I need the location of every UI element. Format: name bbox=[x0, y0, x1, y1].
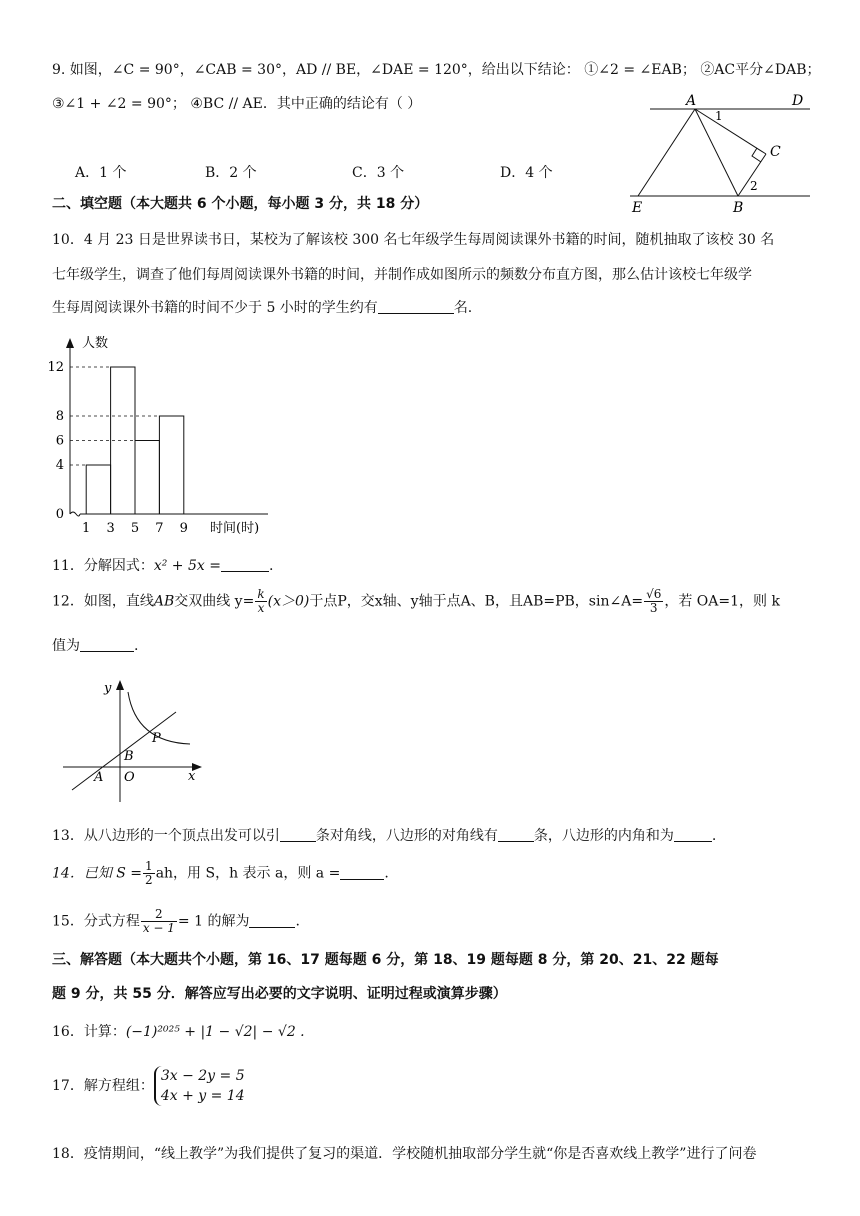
label-a: A bbox=[94, 770, 104, 785]
q12-coordinate-figure bbox=[58, 672, 208, 807]
q10-histogram bbox=[47, 328, 290, 538]
q12-text-mid: 交双曲线 y= bbox=[174, 593, 255, 610]
q12-line2-text: 值为 bbox=[52, 638, 80, 654]
histogram-bar bbox=[159, 416, 183, 514]
q18-line1: 18．疫情期间，“线上教学”为我们提供了复习的渠道．学校随机抽取部分学生就“你是否喜欢线上教学”进行了问卷 bbox=[52, 1146, 757, 1162]
label-b: B bbox=[124, 749, 134, 764]
histogram-bar bbox=[135, 441, 159, 515]
y-tick-label: 0 bbox=[55, 507, 64, 522]
section3-heading-line2: 题 9 分，共 55 分．解答应写出必要的文字说明、证明过程或演算步骤） bbox=[52, 986, 507, 1002]
segment-ae bbox=[638, 109, 695, 196]
q13 bbox=[52, 826, 716, 846]
label-x: x bbox=[188, 769, 196, 784]
q12-answer-blank bbox=[80, 637, 134, 652]
q12-text-post: 于点P，交x轴、y轴于点A、B，且AB=PB，sin∠A= bbox=[309, 593, 644, 610]
q15-frac-num: 2 bbox=[141, 908, 177, 922]
q12-frac-num: k bbox=[257, 587, 265, 601]
q14-frac-num: 1 bbox=[145, 859, 153, 873]
x-tick-labels bbox=[82, 521, 188, 536]
q10-line3-text: 生每周阅读课外书籍的时间不少于 5 小时的学生约有 bbox=[52, 300, 378, 316]
label-a: A bbox=[686, 93, 697, 109]
x-tick-label: 5 bbox=[130, 521, 140, 536]
q11-answer-blank bbox=[221, 557, 269, 572]
section2-heading: 二、填空题（本大题共 6 个小题，每小题 3 分，共 18 分） bbox=[52, 196, 429, 212]
q13-blank-1 bbox=[280, 827, 316, 842]
q12-fraction-k-over-x bbox=[255, 588, 266, 615]
label-d: D bbox=[792, 93, 804, 109]
q12-text-pre: 12．如图，直线 bbox=[52, 593, 154, 610]
label-e: E bbox=[632, 200, 643, 216]
q14-text-1: 14．已知 S = bbox=[52, 865, 143, 882]
histogram-dashed-guides bbox=[70, 367, 159, 465]
y-axis-arrow bbox=[116, 680, 124, 690]
q13-text-3: 条，八边形的内角和为 bbox=[533, 828, 674, 844]
q15-text-2: = 1 的解为 bbox=[177, 913, 250, 930]
q11-end: . bbox=[268, 558, 274, 574]
y-tick-label: 6 bbox=[55, 433, 64, 449]
q15-fraction bbox=[141, 908, 177, 935]
q9-option-a: A．1 个 bbox=[75, 165, 127, 181]
q16 bbox=[52, 1022, 305, 1042]
q13-text-2: 条对角线，八边形的对角线有 bbox=[315, 828, 498, 844]
q17 bbox=[52, 1066, 245, 1106]
q12-line2-end: . bbox=[134, 638, 139, 654]
q15-answer-blank bbox=[249, 913, 295, 928]
q10-line1: 10．4 月 23 日是世界读书日，某校为了解该校 300 名七年级学生每周阅读课外书籍的时间，随机抽取了该校 30 名 bbox=[52, 232, 775, 248]
label-o: O bbox=[124, 770, 135, 785]
q12-line2 bbox=[52, 636, 138, 656]
label-y: y bbox=[104, 681, 112, 696]
q16-expression: (−1)²⁰²⁵ + |1 − √2| − √2 . bbox=[125, 1024, 305, 1040]
histogram-bar bbox=[86, 465, 110, 514]
q10-line2: 七年级学生，调查了他们每周阅读课外书籍的时间，并制作成如图所示的频数分布直方图，那么估计该校七年级学 bbox=[52, 267, 752, 283]
q15-text-1: 15．分式方程 bbox=[52, 913, 140, 930]
label-c: C bbox=[770, 144, 781, 160]
q12-text-tail: ，若 OA=1，则 k bbox=[664, 593, 780, 610]
q14-text-2: ah，用 S，h 表示 a，则 a = bbox=[155, 865, 341, 882]
x-tick-label: 3 bbox=[106, 521, 115, 536]
q14-frac-den: 2 bbox=[145, 873, 153, 887]
y-tick-labels bbox=[47, 360, 64, 522]
label-angle-2: 2 bbox=[750, 179, 758, 193]
q14-fraction bbox=[143, 860, 155, 887]
axis-break-mark bbox=[70, 512, 80, 516]
y-axis-label: 人数 bbox=[82, 336, 109, 351]
q17-equation-1: 3x − 2y = 5 bbox=[160, 1068, 245, 1084]
q10-answer-blank bbox=[378, 299, 454, 314]
q9-geometry-figure bbox=[620, 88, 820, 218]
q14-answer-blank bbox=[340, 865, 384, 880]
y-tick-label: 12 bbox=[47, 360, 64, 375]
q10-line3 bbox=[52, 298, 472, 318]
q15-frac-den: x − 1 bbox=[142, 921, 175, 935]
y-tick-label: 4 bbox=[55, 458, 64, 473]
q10-line3-end: 名. bbox=[453, 300, 473, 316]
q11-expression: x² + 5x = bbox=[153, 558, 221, 574]
y-axis-arrow bbox=[66, 338, 74, 348]
q12-sin-num: √6 bbox=[646, 587, 662, 601]
q9-option-d: D．4 个 bbox=[500, 165, 553, 181]
x-tick-label: 9 bbox=[179, 521, 188, 536]
q14 bbox=[52, 860, 389, 887]
q15 bbox=[52, 908, 300, 935]
label-p: P bbox=[152, 731, 161, 746]
q9-line1: 9. 如图，∠C = 90°，∠CAB = 30°，AD // BE，∠DAE = 120°，给出以下结论： ①∠2 = ∠EAB； ②AC平分∠DAB； bbox=[52, 62, 821, 78]
q12-fraction-sqrt6-over-3 bbox=[644, 588, 663, 615]
q12-sin-den: 3 bbox=[649, 601, 658, 615]
section3-heading-line1: 三、解答题（本大题共个小题，第 16、17 题每题 6 分，第 18、19 题每题 8 分，第 20、21、22 题每 bbox=[52, 952, 719, 968]
q9-option-b: B．2 个 bbox=[205, 165, 257, 181]
q16-text: 16．计算： bbox=[52, 1024, 126, 1040]
q12-frac-den: x bbox=[257, 601, 265, 615]
q13-blank-3 bbox=[674, 827, 712, 842]
q13-text-4: . bbox=[711, 828, 717, 844]
q17-text: 17．解方程组： bbox=[52, 1078, 154, 1094]
q14-text-3: . bbox=[384, 865, 389, 882]
q17-equation-2: 4x + y = 14 bbox=[160, 1088, 245, 1104]
q12-ab: AB bbox=[153, 593, 175, 610]
q13-blank-2 bbox=[498, 827, 534, 842]
q12-line1 bbox=[52, 588, 780, 615]
q15-text-3: . bbox=[295, 913, 300, 930]
x-tick-label: 7 bbox=[155, 521, 164, 536]
q9-option-c: C．3 个 bbox=[352, 165, 405, 181]
y-tick-label: 8 bbox=[55, 409, 64, 424]
q17-equation-system bbox=[154, 1066, 245, 1106]
q9-line2: ③∠1 + ∠2 = 90°； ④BC // AE．其中正确的结论有（ ） bbox=[52, 96, 422, 112]
q12-condition: (x＞0) bbox=[267, 593, 310, 610]
label-b: B bbox=[733, 200, 744, 216]
label-angle-1: 1 bbox=[715, 109, 723, 123]
x-tick-label: 1 bbox=[82, 521, 91, 536]
x-axis-label: 时间(时) bbox=[210, 521, 260, 536]
q11 bbox=[52, 556, 273, 576]
q11-text: 11．分解因式： bbox=[52, 558, 154, 574]
q13-text-1: 13．从八边形的一个顶点出发可以引 bbox=[52, 828, 280, 844]
